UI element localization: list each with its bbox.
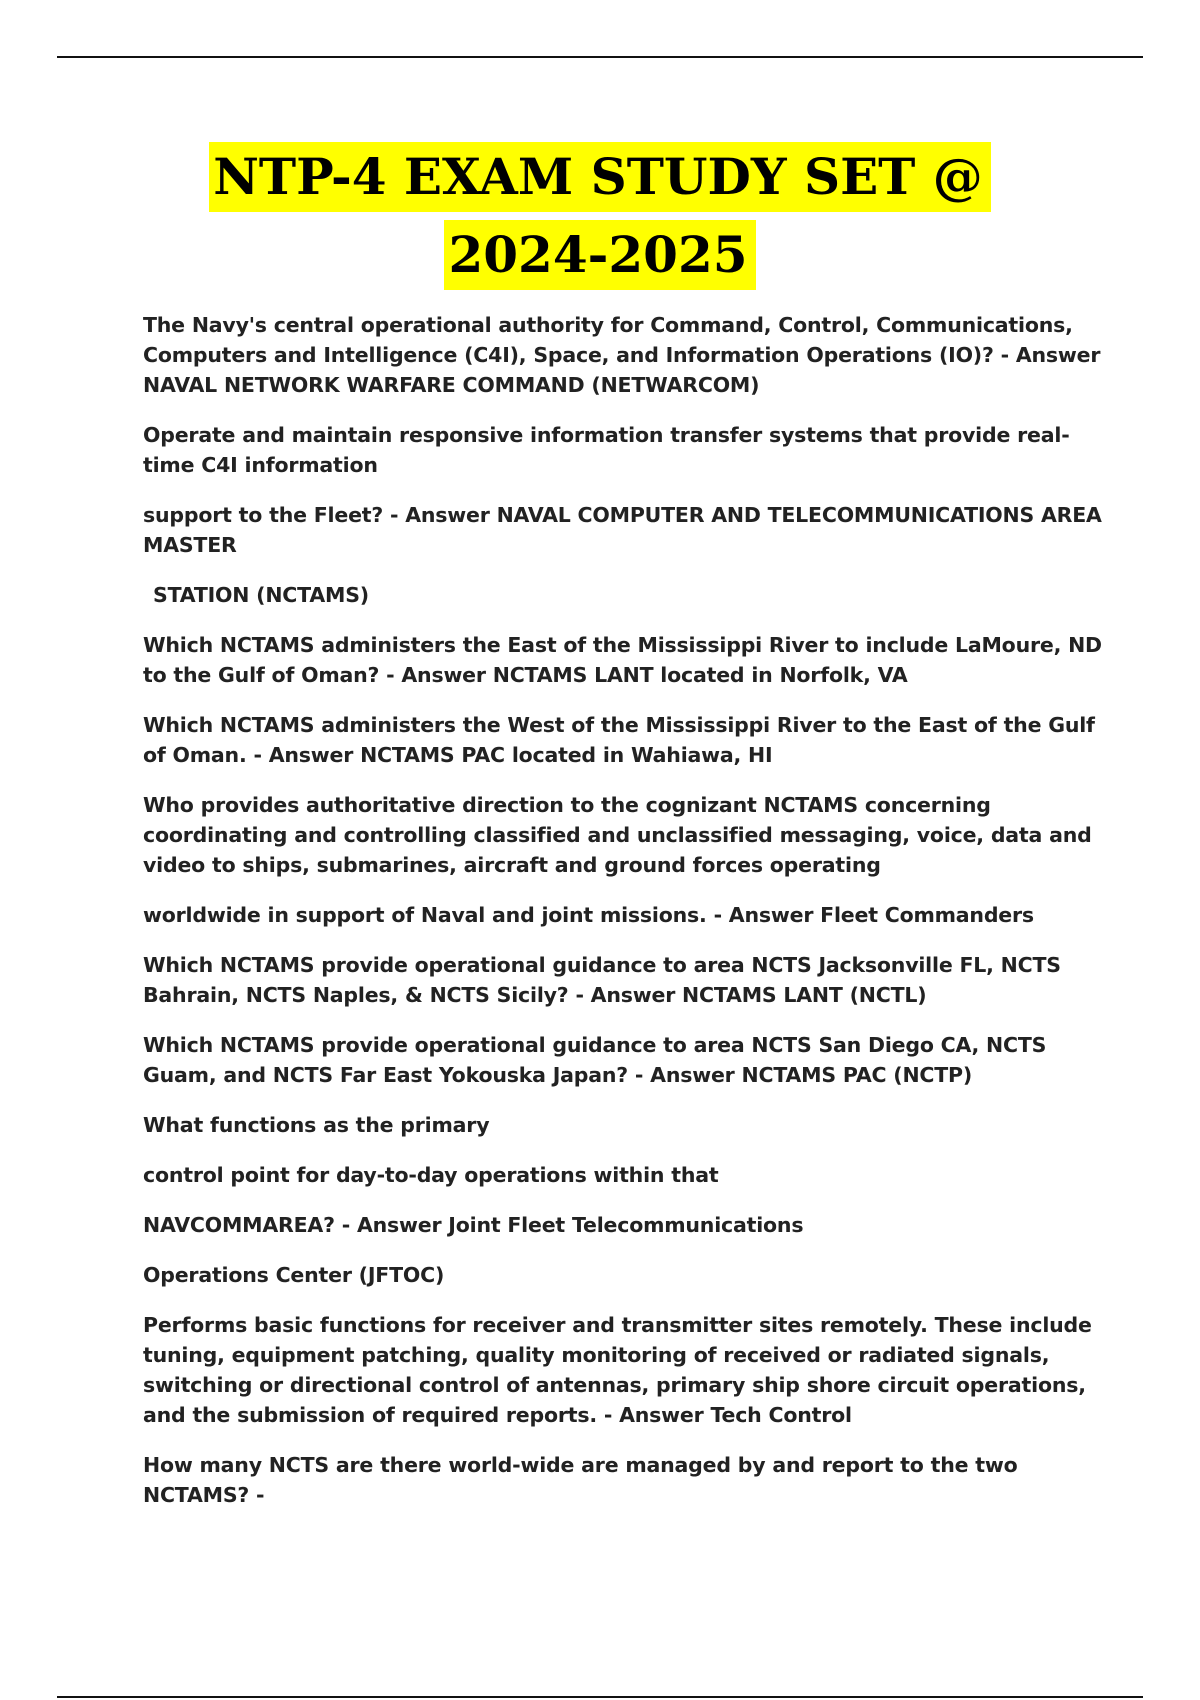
document-body [143,310,1103,1530]
paragraph: Performs basic functions for receiver and transmitter sites remotely. These include tuning, equipment patching, quality monitoring of received or radiated signals, switching or directional control of antennas, primary ship shore circuit operations, and the submission of required reports. - Answer Tech Control [143,1313,1092,1427]
paragraph: Which NCTAMS provide operational guidance to area NCTS Jacksonville FL, NCTS Bahrain, NCTS Naples, & NCTS Sicily? - Answer NCTAMS LANT (NCTL) [143,953,1061,1007]
paragraph: Operations Center (JFTOC) [143,1263,445,1287]
document-title [0,142,1200,298]
paragraph: support to the Fleet? - Answer NAVAL COMPUTER AND TELECOMMUNICATIONS AREA MASTER [143,503,1102,557]
paragraph: STATION (NCTAMS) [153,583,369,607]
bottom-rule [57,1696,1143,1698]
paragraph: Which NCTAMS administers the West of the Mississippi River to the East of the Gulf of Oman. - Answer NCTAMS PAC located in Wahiawa, HI [143,713,1095,767]
paragraph: Which NCTAMS provide operational guidance to area NCTS San Diego CA, NCTS Guam, and NCTS Far East Yokouska Japan? - Answer NCTAMS PAC (NCTP) [143,1033,1047,1087]
paragraph: Who provides authoritative direction to the cognizant NCTAMS concerning coordinating and controlling classified and unclassified messaging, voice, data and video to ships, submarines, aircraft and ground forces operating [143,793,1092,877]
paragraph: Which NCTAMS administers the East of the Mississippi River to include LaMoure, ND to the Gulf of Oman? - Answer NCTAMS LANT located in Norfolk, VA [143,633,1102,687]
paragraph: The Navy's central operational authority for Command, Control, Communications, Computers and Intelligence (C4I), Space, and Information Operations (IO)? - Answer NAVAL NETWORK WARFARE COMMAND (NETWARCOM) [143,313,1101,397]
paragraph: worldwide in support of Naval and joint missions. - Answer Fleet Commanders [143,903,1034,927]
title-line-1: NTP-4 EXAM STUDY SET @ [209,142,991,212]
top-rule [57,56,1143,58]
title-line-2: 2024-2025 [444,220,755,290]
paragraph: Operate and maintain responsive information transfer systems that provide real-time C4I information [143,423,1070,477]
paragraph: control point for day-to-day operations within that [143,1163,719,1187]
paragraph: How many NCTS are there world-wide are managed by and report to the two NCTAMS? - [143,1453,1018,1507]
paragraph: What functions as the primary [143,1113,490,1137]
paragraph: NAVCOMMAREA? - Answer Joint Fleet Telecommunications [143,1213,804,1237]
